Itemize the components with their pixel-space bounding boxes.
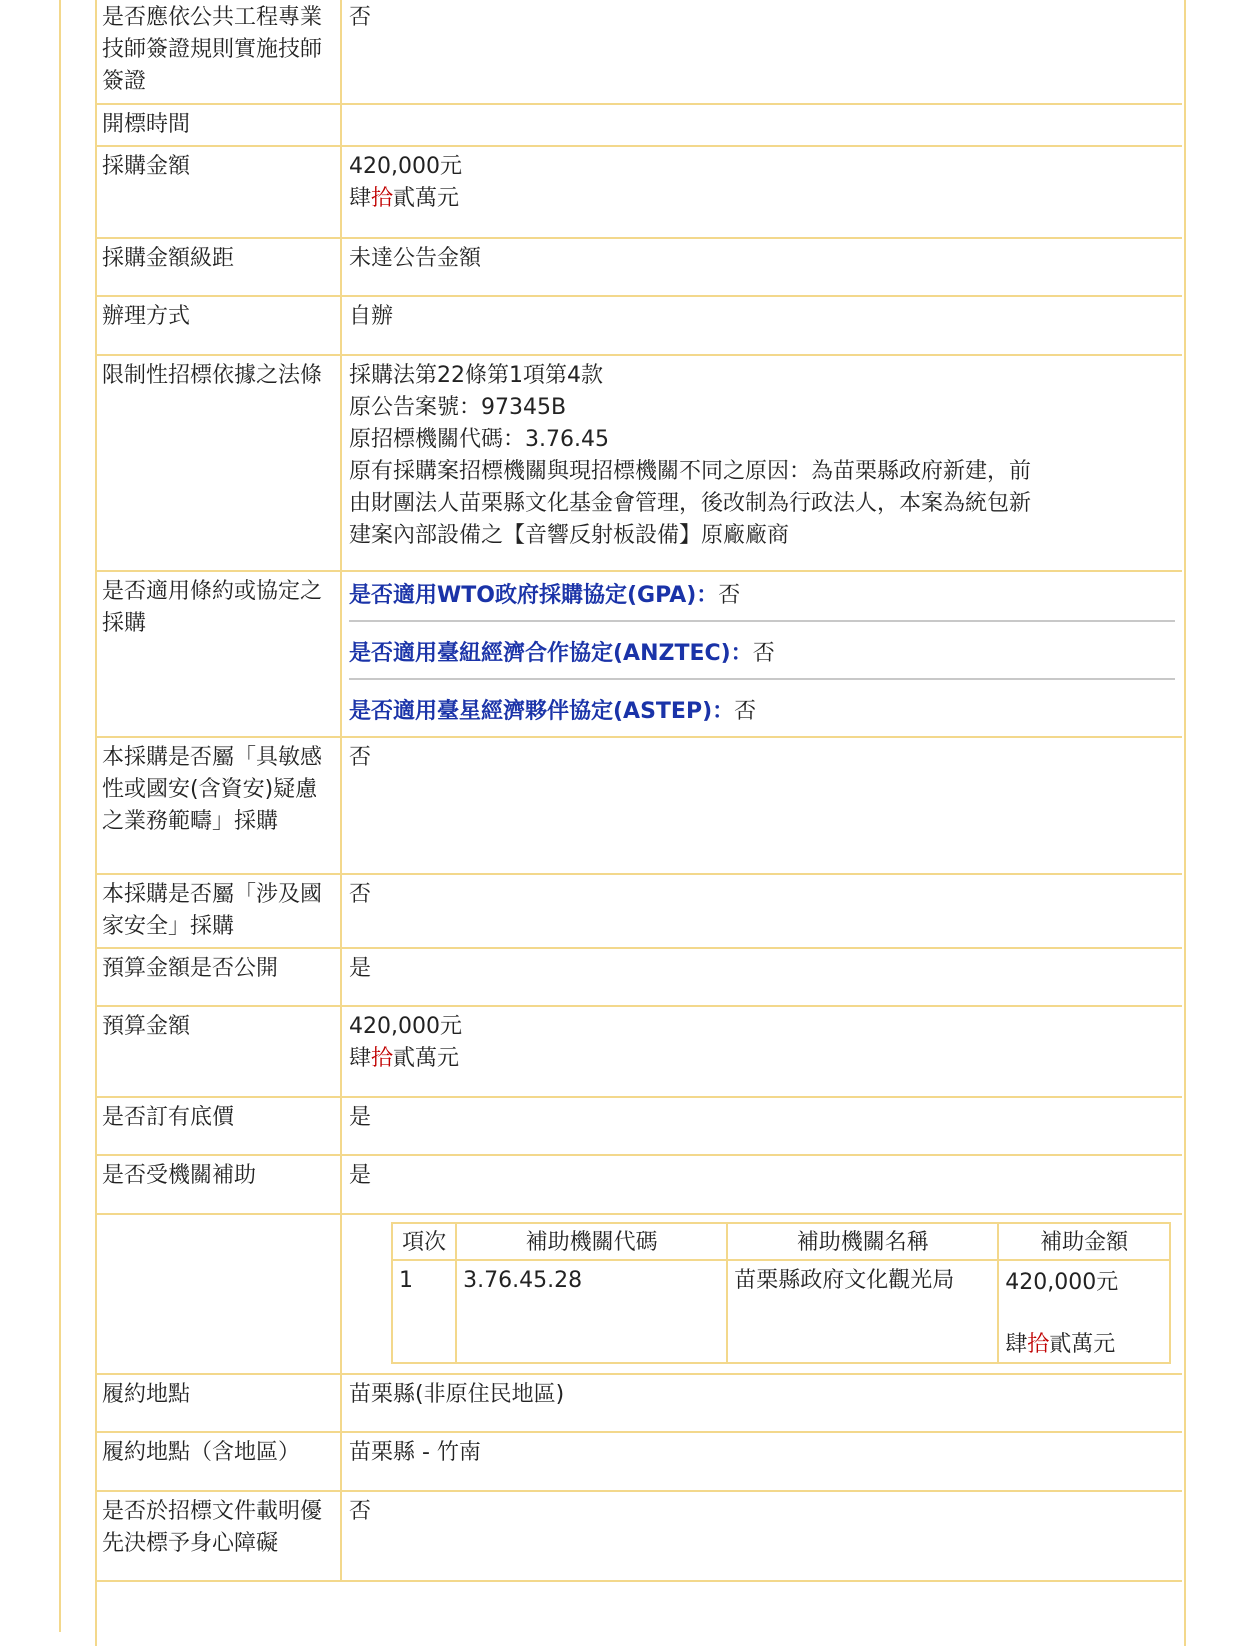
row-label: 是否應依公共工程專業技師簽證規則實施技師簽證 bbox=[95, 0, 341, 104]
outer-border-line bbox=[59, 0, 61, 1632]
row-label bbox=[95, 1214, 341, 1374]
row-value: 是 bbox=[341, 1155, 1182, 1214]
row-label: 是否受機關補助 bbox=[95, 1155, 341, 1214]
row-label: 採購金額級距 bbox=[95, 238, 341, 296]
table-row bbox=[95, 296, 1182, 355]
row-value bbox=[341, 104, 1182, 146]
row-value bbox=[341, 571, 1182, 737]
agreement-divider bbox=[349, 678, 1175, 680]
row-label: 是否於招標文件載明優先決標予身心障礙 bbox=[95, 1491, 341, 1581]
agreement-item: 是否適用WTO政府採購協定(GPA)：否 bbox=[349, 583, 741, 608]
row-value: 自辦 bbox=[341, 296, 1182, 355]
table-row bbox=[95, 1491, 1182, 1581]
table-row bbox=[95, 1097, 1182, 1155]
row-label: 預算金額是否公開 bbox=[95, 948, 341, 1006]
subsidy-header-cell: 補助機關代碼 bbox=[456, 1223, 727, 1260]
subsidy-header-cell: 補助機關名稱 bbox=[727, 1223, 998, 1260]
row-value bbox=[341, 146, 1182, 238]
amount-words: 肆拾貳萬元 bbox=[349, 186, 460, 211]
table-row bbox=[95, 1155, 1182, 1214]
table-row bbox=[95, 355, 1182, 571]
legal-basis-line: 採購法第22條第1項第4款 bbox=[349, 363, 603, 388]
subsidy-code: 3.76.45.28 bbox=[456, 1260, 727, 1363]
table-row bbox=[95, 1374, 1182, 1432]
row-label: 開標時間 bbox=[95, 104, 341, 146]
row-value: 是 bbox=[341, 1097, 1182, 1155]
row-value: 否 bbox=[341, 0, 1182, 104]
table-row bbox=[95, 737, 1182, 874]
amount-number: 420,000元 bbox=[349, 1014, 462, 1039]
subsidy-amount-number: 420,000元 bbox=[1005, 1270, 1119, 1295]
row-value: 是 bbox=[341, 948, 1182, 1006]
legal-basis-line: 由財團法人苗栗縣文化基金會管理，後改制為行政法人，本案為統包新 bbox=[349, 491, 1032, 516]
subsidy-no: 1 bbox=[392, 1260, 456, 1363]
subsidy-header-cell: 補助金額 bbox=[998, 1223, 1170, 1260]
agreement-divider bbox=[349, 620, 1175, 622]
subsidy-amount bbox=[998, 1260, 1170, 1363]
agreement-item: 是否適用臺星經濟夥伴協定(ASTEP)：否 bbox=[349, 699, 757, 724]
subsidy-header-row bbox=[392, 1223, 1170, 1260]
row-label: 限制性招標依據之法條 bbox=[95, 355, 341, 571]
subsidy-table bbox=[391, 1222, 1171, 1364]
table-row bbox=[95, 1006, 1182, 1097]
row-value bbox=[341, 355, 1182, 571]
agreement-item: 是否適用臺紐經濟合作協定(ANZTEC)：否 bbox=[349, 641, 775, 666]
subsidy-row bbox=[392, 1260, 1170, 1363]
table-row bbox=[95, 104, 1182, 146]
subsidy-cell bbox=[341, 1214, 1182, 1374]
row-value bbox=[341, 1006, 1182, 1097]
row-value: 苗栗縣(非原住民地區) bbox=[341, 1374, 1182, 1432]
amount-words: 肆拾貳萬元 bbox=[349, 1046, 460, 1071]
legal-basis-line: 建案內部設備之【音響反射板設備】原廠廠商 bbox=[349, 523, 790, 548]
table-row bbox=[95, 0, 1182, 104]
subsidy-name: 苗栗縣政府文化觀光局 bbox=[727, 1260, 998, 1363]
row-label: 本採購是否屬「涉及國家安全」採購 bbox=[95, 874, 341, 948]
row-label: 預算金額 bbox=[95, 1006, 341, 1097]
table-row bbox=[95, 948, 1182, 1006]
row-label: 本採購是否屬「具敏感性或國安(含資安)疑慮之業務範疇」採購 bbox=[95, 737, 341, 874]
row-value: 否 bbox=[341, 1491, 1182, 1581]
tender-detail-table bbox=[95, 0, 1182, 1582]
row-label: 是否適用條約或協定之採購 bbox=[95, 571, 341, 737]
row-label: 採購金額 bbox=[95, 146, 341, 238]
subsidy-header-cell: 項次 bbox=[392, 1223, 456, 1260]
row-label: 履約地點 bbox=[95, 1374, 341, 1432]
row-value: 未達公告金額 bbox=[341, 238, 1182, 296]
legal-basis-line: 原公告案號：97345B bbox=[349, 395, 567, 420]
row-label: 是否訂有底價 bbox=[95, 1097, 341, 1155]
row-label: 辦理方式 bbox=[95, 296, 341, 355]
legal-basis-line: 原招標機關代碼：3.76.45 bbox=[349, 427, 609, 452]
row-value: 否 bbox=[341, 874, 1182, 948]
row-label: 履約地點（含地區） bbox=[95, 1432, 341, 1491]
table-row bbox=[95, 571, 1182, 737]
row-value: 否 bbox=[341, 737, 1182, 874]
subsidy-amount-words: 肆拾貳萬元 bbox=[1005, 1332, 1116, 1357]
amount-number: 420,000元 bbox=[349, 154, 462, 179]
table-row bbox=[95, 874, 1182, 948]
table-row bbox=[95, 1214, 1182, 1374]
legal-basis-line: 原有採購案招標機關與現招標機關不同之原因：為苗栗縣政府新建，前 bbox=[349, 459, 1032, 484]
table-row bbox=[95, 1432, 1182, 1491]
table-row bbox=[95, 146, 1182, 238]
table-row bbox=[95, 238, 1182, 296]
row-value: 苗栗縣 - 竹南 bbox=[341, 1432, 1182, 1491]
